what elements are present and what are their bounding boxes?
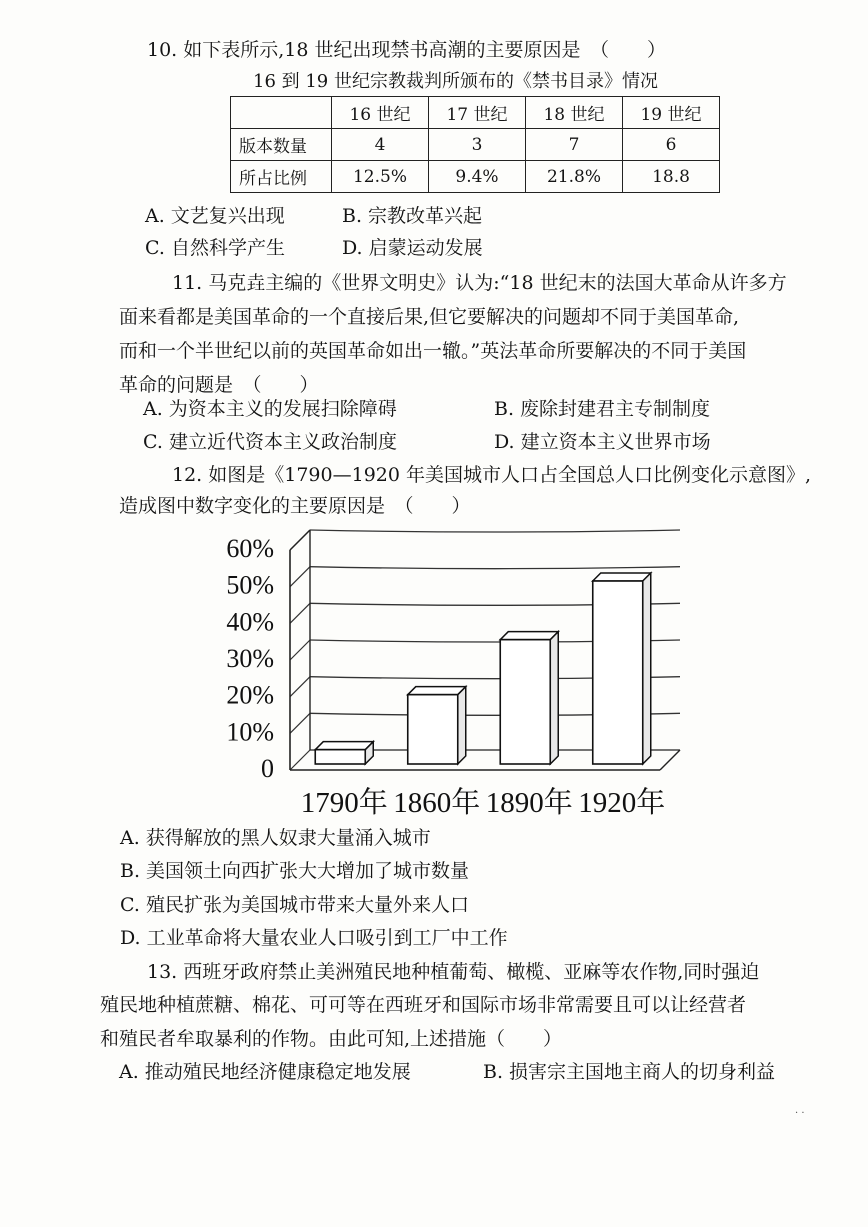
q10-table	[230, 96, 720, 193]
grid-line	[310, 567, 680, 569]
q11-line-2: 面来看都是美国革命的一个直接后果,但它要解决的问题却不同于美国革命,	[119, 306, 740, 328]
y-tick-label: 20%	[226, 680, 274, 710]
table-cell: 9.4%	[429, 161, 526, 193]
x-tick-label: 1890年	[485, 787, 573, 819]
y-tick-label: 10%	[226, 717, 274, 747]
bar-top-face	[408, 687, 466, 695]
q13-line-2: 殖民地种植蔗糖、棉花、可可等在西班牙和国际市场非常需要且可以让经营者	[100, 994, 747, 1016]
grid-side-line	[290, 713, 310, 733]
q11-line-4: 革命的问题是 （ ）	[119, 374, 319, 396]
bar-top-face	[315, 742, 373, 750]
q13-line-3: 和殖民者牟取暴利的作物。由此可知,上述措施（ ）	[100, 1028, 563, 1050]
chart-x-ticks	[301, 786, 666, 819]
wall-top-edge	[290, 530, 310, 550]
table-cell: 4	[332, 129, 429, 161]
q12-option-c: C. 殖民扩张为美国城市带来大量外来人口	[120, 894, 469, 916]
x-tick-label: 1790年	[300, 787, 388, 819]
q11-option-b: B. 废除封建君主专制制度	[494, 398, 711, 420]
table-header-row	[231, 97, 720, 129]
q13-option-b: B. 损害宗主国地主商人的切身利益	[483, 1061, 776, 1083]
bar	[500, 640, 550, 764]
grid-side-line	[290, 677, 310, 697]
q12-line-2: 造成图中数字变化的主要原因是 （ ）	[119, 495, 471, 517]
table-cell: 3	[429, 129, 526, 161]
x-tick-label: 1920年	[578, 787, 666, 819]
grid-line	[310, 530, 680, 532]
y-tick-label: 50%	[226, 570, 274, 600]
q10-option-b: B. 宗教改革兴起	[342, 205, 483, 227]
bar	[408, 695, 458, 764]
q11-option-d: D. 建立资本主义世界市场	[494, 431, 711, 453]
table-cell: 7	[526, 129, 623, 161]
table-cell: 12.5%	[332, 161, 429, 193]
q12-option-a: A. 获得解放的黑人奴隶大量涌入城市	[120, 827, 431, 849]
grid-side-line	[290, 603, 310, 623]
bar-side-face	[458, 687, 466, 764]
q11-option-a: A. 为资本主义的发展扫除障碍	[143, 398, 397, 420]
grid-side-line	[290, 750, 310, 770]
q10-option-a: A. 文艺复兴出现	[145, 205, 285, 227]
floor-right-edge	[660, 750, 680, 770]
table-header-cell: 16 世纪	[332, 97, 429, 129]
q12-line-1: 12. 如图是《1790—1920 年美国城市人口占全国总人口比例变化示意图》,	[172, 464, 812, 486]
table-corner-cell	[231, 97, 332, 129]
page-mark: · ·	[795, 1108, 805, 1119]
table-cell: 6	[623, 129, 720, 161]
q11-line-3: 而和一个半世纪以前的英国革命如出一辙。”英法革命所要解决的不同于美国	[119, 340, 747, 362]
y-tick-label: 60%	[226, 534, 274, 563]
bar-top-face	[593, 573, 651, 581]
q13-line-1: 13. 西班牙政府禁止美洲殖民地种植葡萄、橄榄、亚麻等农作物,同时强迫	[147, 961, 760, 983]
x-tick-label: 1860年	[393, 787, 481, 819]
table-header-cell: 18 世纪	[526, 97, 623, 129]
q11-option-c: C. 建立近代资本主义政治制度	[143, 431, 397, 453]
table-row-header: 版本数量	[231, 129, 332, 161]
urban-population-chart	[195, 520, 695, 820]
bar-side-face	[550, 632, 558, 764]
q12-option-b: B. 美国领土向西扩张大大增加了城市数量	[120, 860, 470, 882]
q13-option-a: A. 推动殖民地经济健康稳定地发展	[119, 1061, 411, 1083]
q10-stem: 10. 如下表所示,18 世纪出现禁书高潮的主要原因是 （ ）	[147, 39, 667, 61]
grid-side-line	[290, 640, 310, 660]
y-tick-label: 30%	[226, 644, 274, 673]
table-cell: 18.8	[623, 161, 720, 193]
q10-option-d: D. 启蒙运动发展	[342, 237, 483, 259]
bar-side-face	[643, 573, 651, 764]
q12-option-d: D. 工业革命将大量农业人口吸引到工厂中工作	[120, 927, 508, 949]
table-row-header: 所占比例	[231, 161, 332, 193]
q11-line-1: 11. 马克垚主编的《世界文明史》认为:“18 世纪末的法国大革命从许多方	[172, 272, 787, 294]
bar-top-face	[500, 632, 558, 640]
chart-bars	[315, 573, 651, 764]
table-header-cell: 19 世纪	[623, 97, 720, 129]
table-header-cell: 17 世纪	[429, 97, 526, 129]
q10-option-c: C. 自然科学产生	[145, 237, 285, 259]
y-tick-label: 0	[261, 754, 274, 783]
grid-side-line	[290, 567, 310, 587]
q10-table-caption: 16 到 19 世纪宗教裁判所颁布的《禁书目录》情况	[253, 71, 658, 92]
table-cell: 21.8%	[526, 161, 623, 193]
table-row	[231, 129, 720, 161]
y-tick-label: 40%	[226, 607, 274, 637]
bar	[593, 581, 643, 764]
bar	[315, 750, 365, 764]
chart-y-ticks	[226, 534, 274, 783]
table-row	[231, 161, 720, 193]
